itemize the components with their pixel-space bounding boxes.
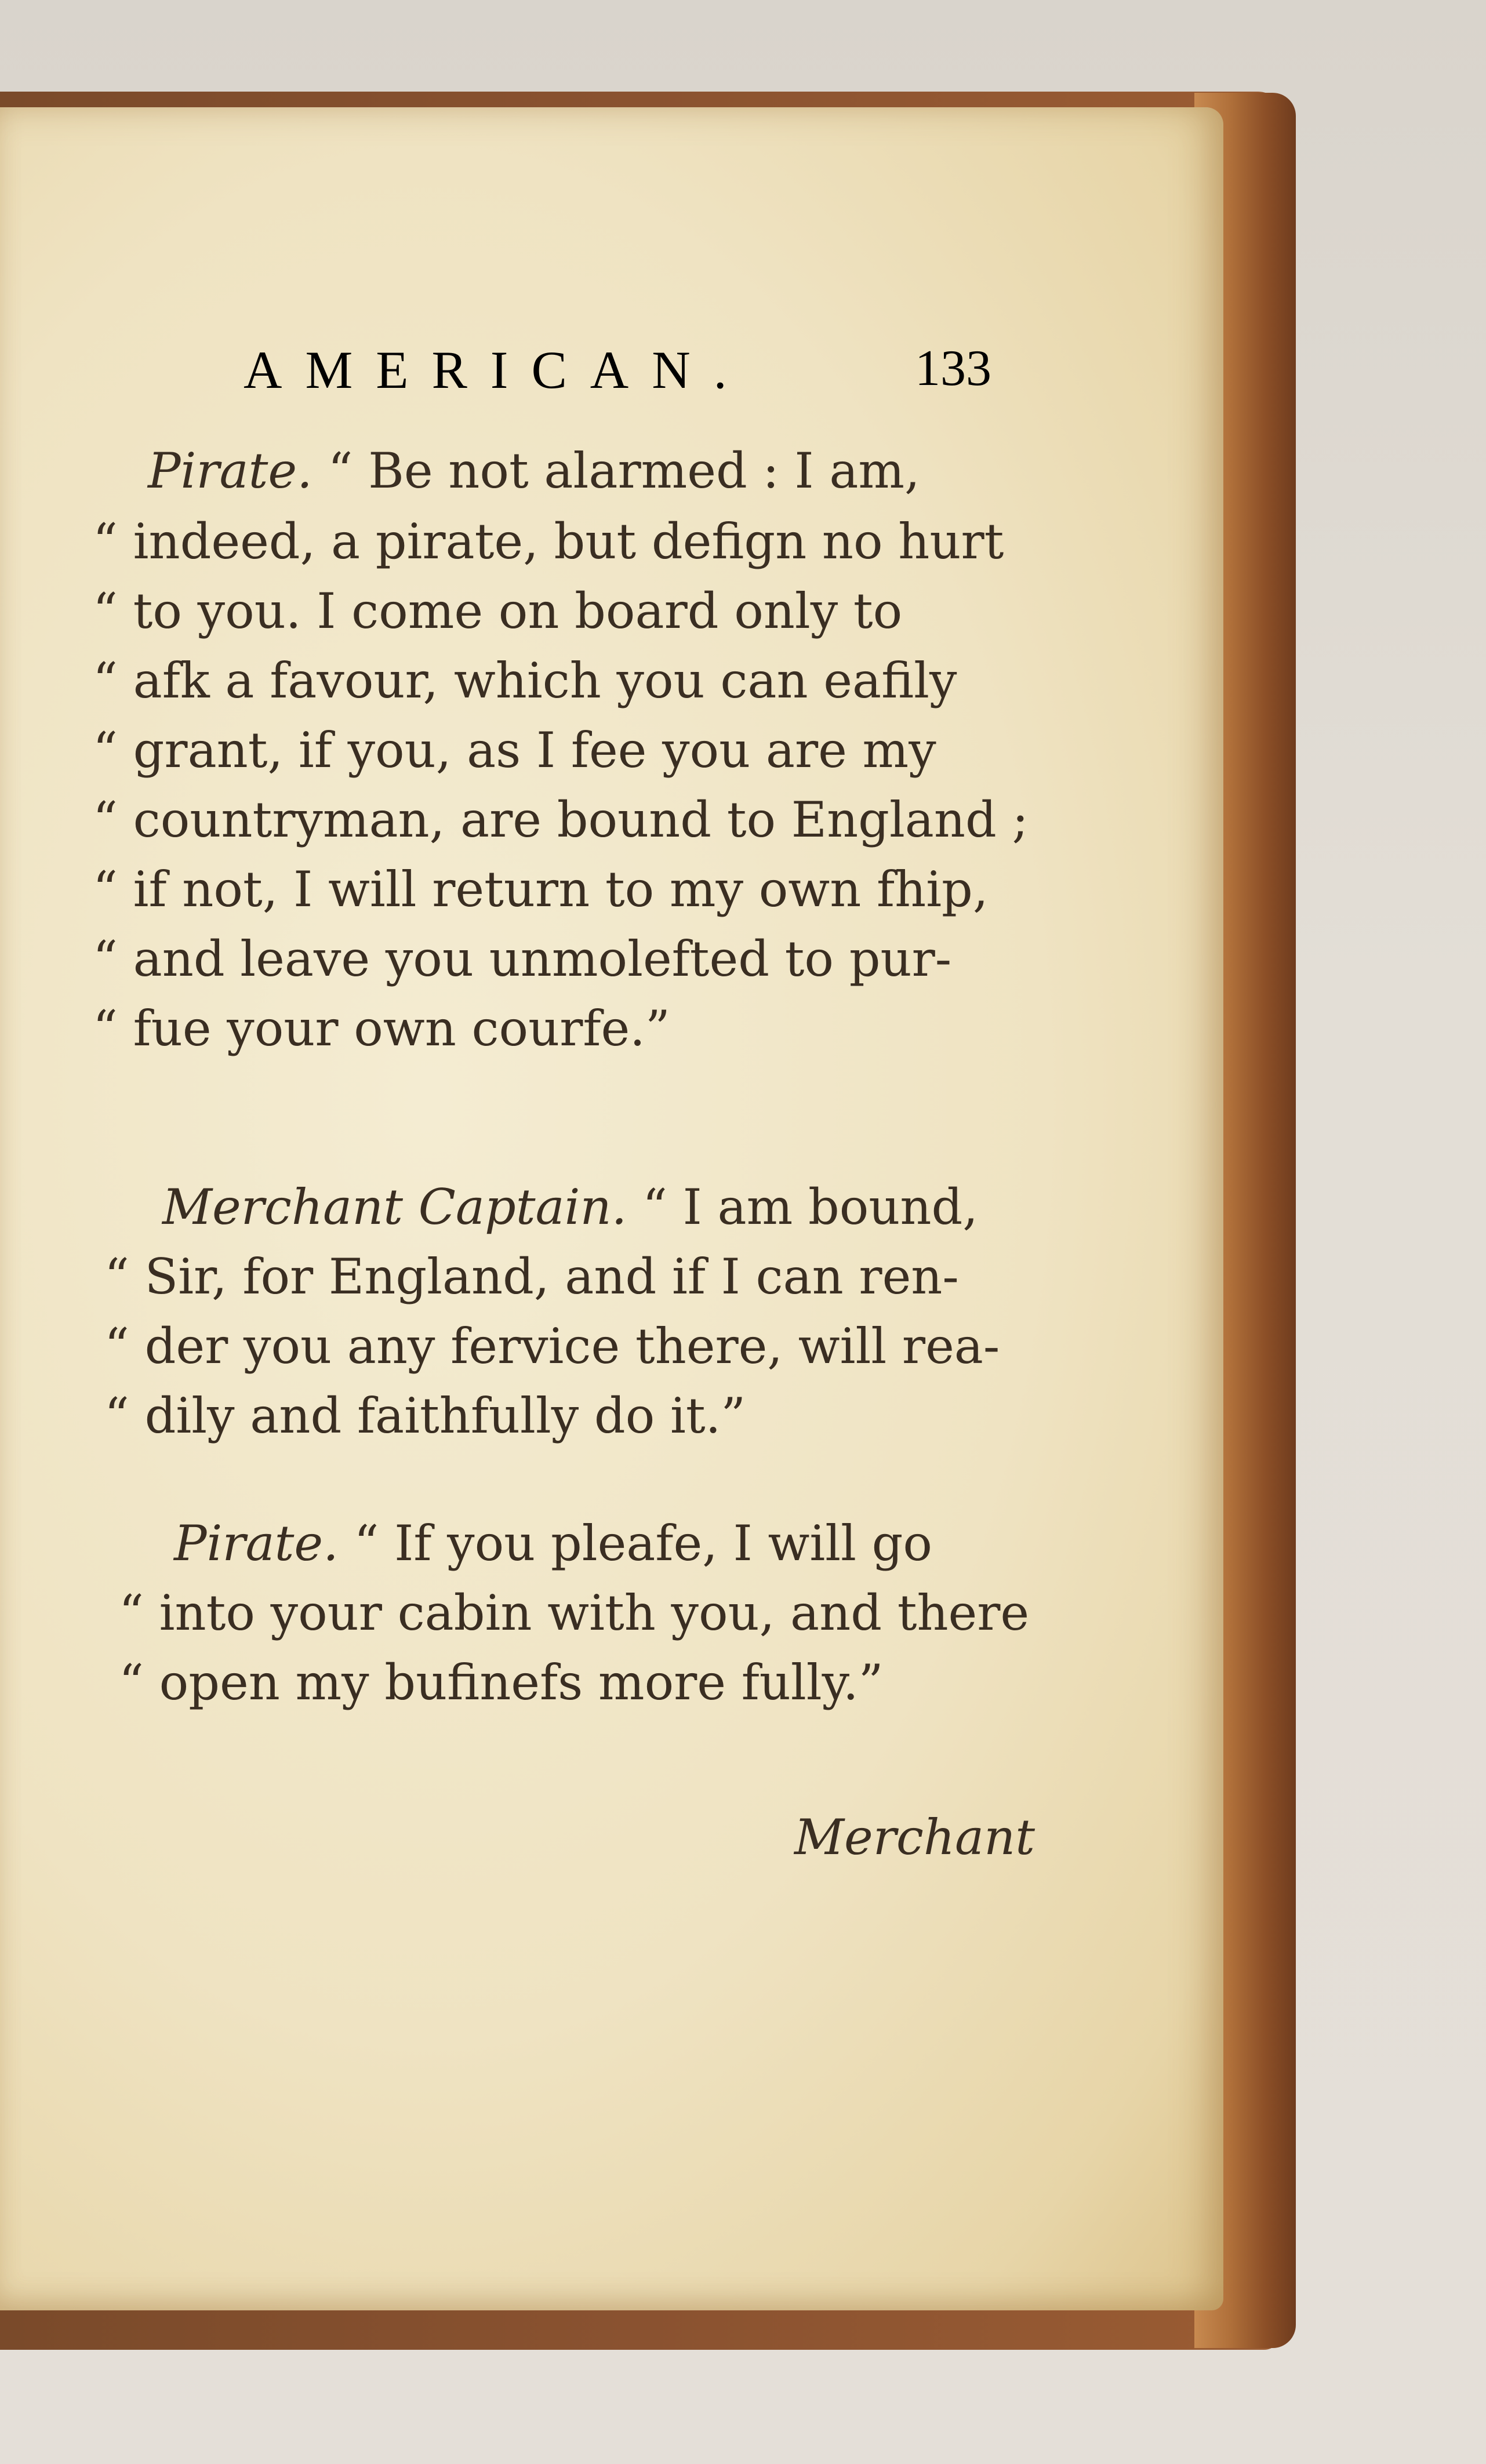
- dialogue-text: “ Be not alarmed : I am,: [328, 442, 920, 499]
- paragraph-1-line-1: [148, 442, 920, 499]
- running-head: [151, 339, 991, 409]
- speaker-label: Pirate.: [148, 442, 313, 499]
- paragraph-1-line-2: “ indeed, a pirate, but defign no hurt: [93, 513, 1004, 570]
- book-page: [0, 107, 1223, 2310]
- paragraph-1-line-7: “ if not, I will return to my own fhip,: [93, 861, 989, 918]
- paragraph-1-line-4: “ afk a favour, which you can eafily: [93, 652, 957, 709]
- paragraph-2-line-2: “ Sir, for England, and if I can ren-: [104, 1248, 959, 1305]
- paragraph-2-line-1: [162, 1179, 978, 1235]
- paragraph-1-line-8: “ and leave you unmolefted to pur-: [93, 931, 952, 987]
- paragraph-1-line-3: “ to you. I come on board only to: [93, 583, 903, 639]
- paragraph-1-line-9: “ fue your own courfe.”: [93, 1000, 670, 1057]
- paragraph-2-line-3: “ der you any fervice there, will rea-: [104, 1318, 1000, 1375]
- page-number: 133: [915, 340, 991, 397]
- speaker-label: Pirate.: [174, 1515, 339, 1572]
- paragraph-3-line-2: “ into your cabin with you, and there: [119, 1584, 1030, 1641]
- running-head-title: AMERICAN.: [244, 340, 750, 399]
- paragraph-1-line-5: “ grant, if you, as I fee you are my: [93, 722, 936, 779]
- dialogue-text: “ I am bound,: [642, 1179, 978, 1235]
- paragraph-3-line-1: [174, 1515, 932, 1572]
- paragraph-2-line-4: “ dily and faithfully do it.”: [104, 1387, 746, 1444]
- speaker-label: Merchant Captain.: [162, 1179, 627, 1235]
- catchword: Merchant: [794, 1809, 1035, 1866]
- paragraph-1-line-6: “ countryman, are bound to England ;: [93, 791, 1029, 848]
- dialogue-text: “ If you pleafe, I will go: [354, 1515, 932, 1572]
- paragraph-3-line-3: “ open my bufinefs more fully.”: [119, 1654, 884, 1711]
